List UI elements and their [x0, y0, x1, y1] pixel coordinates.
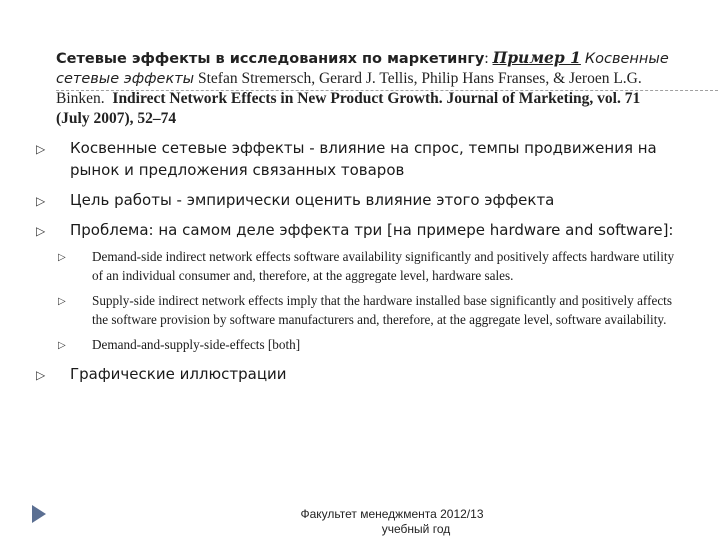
sub-bullet-list [58, 247, 676, 354]
title-example: Пример 1 [492, 48, 581, 67]
bullet-arrow-icon: ▷ [36, 142, 46, 156]
title-authors: Stefan Stremersch, Gerard J. Tellis, Philip Hans Franses, & Jeroen L.G. Binken. [56, 70, 642, 107]
bullet-text: Цель работы - эмпирически оценить влияние этого эффекта [70, 191, 555, 209]
bullet-text: Косвенные сетевые эффекты - влияние на спрос, темпы продвижения на рынок и предложения связанных товаров [70, 139, 657, 179]
title-divider [56, 90, 718, 91]
sub-bullet-arrow-icon: ▷ [58, 252, 66, 263]
title-italic-phrase: Косвенные сетевые эффекты [56, 51, 669, 87]
bullet-item [36, 219, 676, 241]
sub-bullet-item [58, 291, 676, 329]
footer-line-1: Факультет менеджмента 2012/13 [300, 507, 484, 521]
bullet-arrow-icon: ▷ [36, 224, 46, 238]
bullet-arrow-icon: ▷ [36, 368, 46, 382]
sub-bullet-arrow-icon: ▷ [58, 340, 66, 351]
footer [282, 507, 502, 537]
sub-bullet-text: Demand-and-supply-side-effects [both] [92, 337, 301, 352]
sub-bullet-text: Demand-side indirect network effects software availability significantly and positively affects hardware utility of an individual consumer and, therefore, at the aggregate level, hardware sales. [92, 249, 675, 283]
bullet-text: Проблема: на самом деле эффекта три [на примере hardware and software]: [70, 221, 674, 239]
footer-line-2: учебный год [381, 522, 451, 536]
sub-bullet-arrow-icon: ▷ [58, 296, 66, 307]
sub-bullet-text: Supply-side indirect network effects imply that the hardware installed base significantly and positively affects the software provision by software manufacturers and, therefore, at the aggregate level, software availability. [92, 293, 672, 327]
title-heading: Сетевые эффекты в исследованиях по маркетингу [56, 51, 485, 67]
nav-arrow-icon[interactable] [30, 504, 48, 524]
slide-title [56, 48, 676, 129]
bullet-item [36, 189, 676, 211]
bullet-arrow-icon: ▷ [36, 194, 46, 208]
title-colon: : [484, 50, 493, 67]
sub-bullet-item [58, 335, 676, 354]
bullet-text: Графические иллюстрации [70, 365, 287, 383]
sub-bullet-item [58, 247, 676, 285]
title-paper: Indirect Network Effects in New Product Growth. Journal of Marketing, vol. 71 (July 2007), 52–74 [56, 90, 641, 127]
bullet-item [36, 363, 676, 385]
bullet-list [36, 137, 676, 385]
nav-arrow-shape [32, 505, 46, 523]
bullet-item [36, 137, 676, 181]
